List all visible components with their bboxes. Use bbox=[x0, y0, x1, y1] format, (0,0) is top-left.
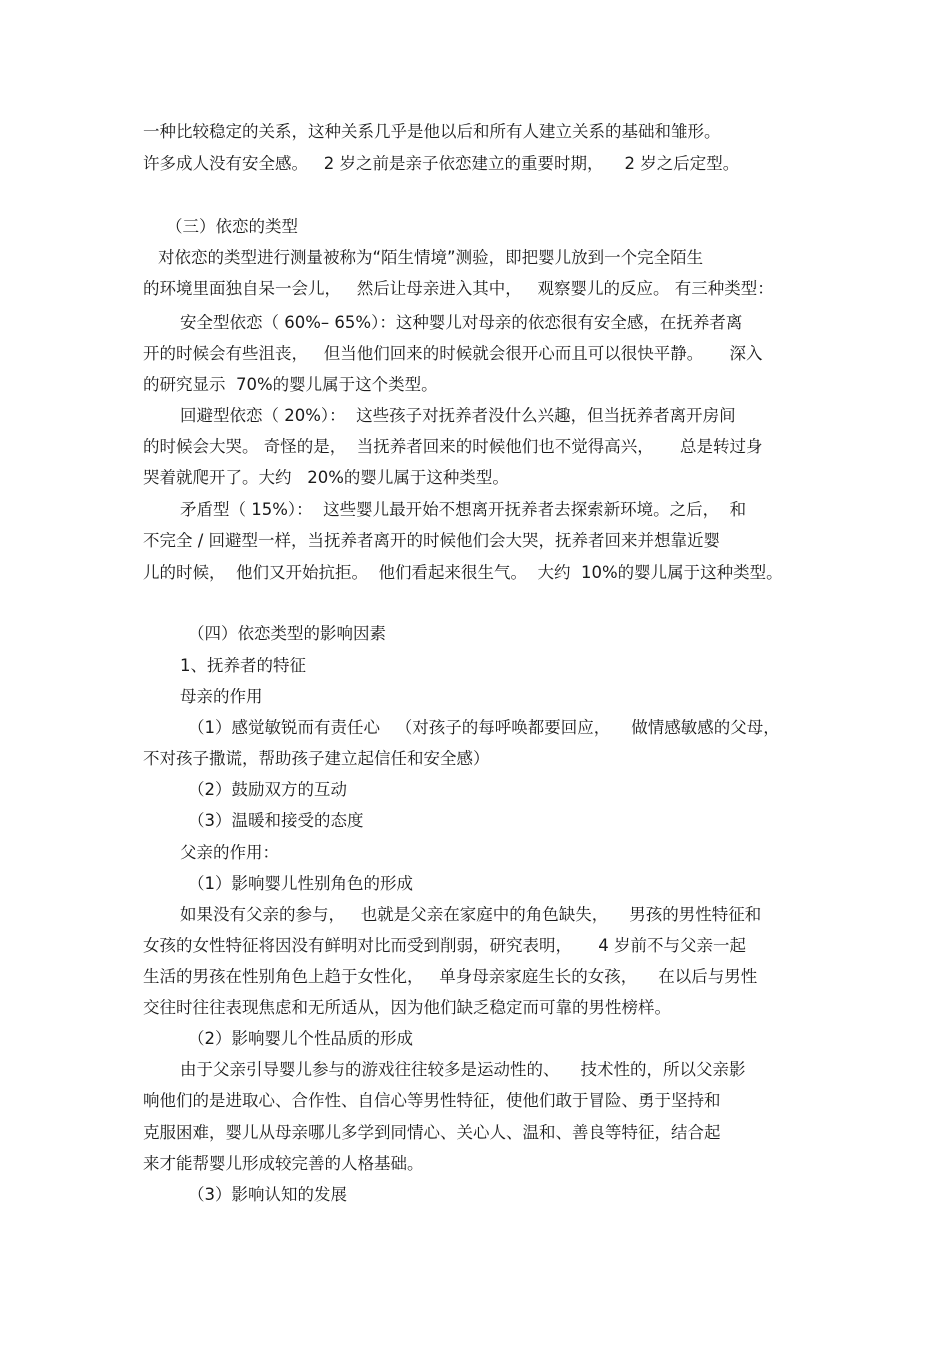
text-line: 如果没有父亲的参与， 也就是父亲在家庭中的角色缺失， 男孩的男性特征和 bbox=[180, 905, 762, 924]
section-heading: （三）依恋的类型 bbox=[166, 217, 298, 236]
text-line: （3）影响认知的发展 bbox=[188, 1185, 347, 1204]
section-heading: （四）依恋类型的影响因素 bbox=[188, 624, 386, 643]
text-line: （2）鼓励双方的互动 bbox=[188, 780, 347, 799]
text-line: 克服困难，婴儿从母亲哪儿多学到同情心、关心人、温和、善良等特征，结合起 bbox=[143, 1123, 721, 1142]
text-line: 父亲的作用： bbox=[180, 843, 279, 862]
text-line: 母亲的作用 bbox=[180, 687, 263, 706]
text-line: 来才能帮婴儿形成较完善的人格基础。 bbox=[143, 1154, 424, 1173]
text-line: 生活的男孩在性别角色上趋于女性化， 单身母亲家庭生长的女孩， 在以后与男性 bbox=[143, 967, 758, 986]
text-line: 的环境里面独自呆一会儿， 然后让母亲进入其中， 观察婴儿的反应。 有三种类型： bbox=[143, 279, 774, 298]
text-line: 许多成人没有安全感。 2 岁之前是亲子依恋建立的重要时期， 2 岁之后定型。 bbox=[143, 154, 740, 173]
text-line: 回避型依恋（ 20%）： 这些孩子对抚养者没什么兴趣，但当抚养者离开房间 bbox=[180, 406, 736, 425]
text-line: （1）感觉敏锐而有责任心 （对孩子的每呼唤都要回应， 做情感敏感的父母， bbox=[188, 718, 780, 737]
text-line: 开的时候会有些沮丧， 但当他们回来的时候就会很开心而且可以很快平静。 深入 bbox=[143, 344, 763, 363]
text-line: 不完全 / 回避型一样，当抚养者离开的时候他们会大哭，抚养者回来并想靠近婴 bbox=[143, 531, 721, 550]
text-line: 由于父亲引导婴儿参与的游戏往往较多是运动性的、 技术性的，所以父亲影 bbox=[180, 1060, 746, 1079]
text-line: 交往时往往表现焦虑和无所适从，因为他们缺乏稳定而可靠的男性榜样。 bbox=[143, 998, 671, 1017]
text-line: 的时候会大哭。 奇怪的是， 当抚养者回来的时候他们也不觉得高兴， 总是转过身 bbox=[143, 437, 763, 456]
text-line: 安全型依恋（ 60%– 65%）：这种婴儿对母亲的依恋很有安全感，在抚养者离 bbox=[180, 313, 743, 332]
subsection-heading: 1、抚养者的特征 bbox=[180, 656, 306, 675]
text-line: 矛盾型（ 15%）： 这些婴儿最开始不想离开抚养者去探索新环境。之后， 和 bbox=[180, 500, 747, 519]
text-line: 哭着就爬开了。大约 20%的婴儿属于这种类型。 bbox=[143, 468, 509, 487]
text-line: （3）温暖和接受的态度 bbox=[188, 811, 364, 830]
text-line: 对依恋的类型进行测量被称为“陌生情境”测验，即把婴儿放到一个完全陌生 bbox=[158, 248, 704, 267]
text-line: 的研究显示 70%的婴儿属于这个类型。 bbox=[143, 375, 438, 394]
text-line: （2）影响婴儿个性品质的形成 bbox=[188, 1029, 413, 1048]
text-line: 不对孩子撒谎，帮助孩子建立起信任和安全感） bbox=[143, 749, 490, 768]
text-line: 响他们的是进取心、合作性、自信心等男性特征，使他们敢于冒险、勇于坚持和 bbox=[143, 1091, 721, 1110]
text-line: 儿的时候， 他们又开始抗拒。 他们看起来很生气。 大约 10%的婴儿属于这种类型。 bbox=[143, 563, 783, 582]
text-line: （1）影响婴儿性别角色的形成 bbox=[188, 874, 413, 893]
text-line: 一种比较稳定的关系，这种关系几乎是他以后和所有人建立关系的基础和雏形。 bbox=[143, 122, 721, 141]
text-line: 女孩的女性特征将因没有鲜明对比而受到削弱，研究表明， 4 岁前不与父亲一起 bbox=[143, 936, 746, 955]
